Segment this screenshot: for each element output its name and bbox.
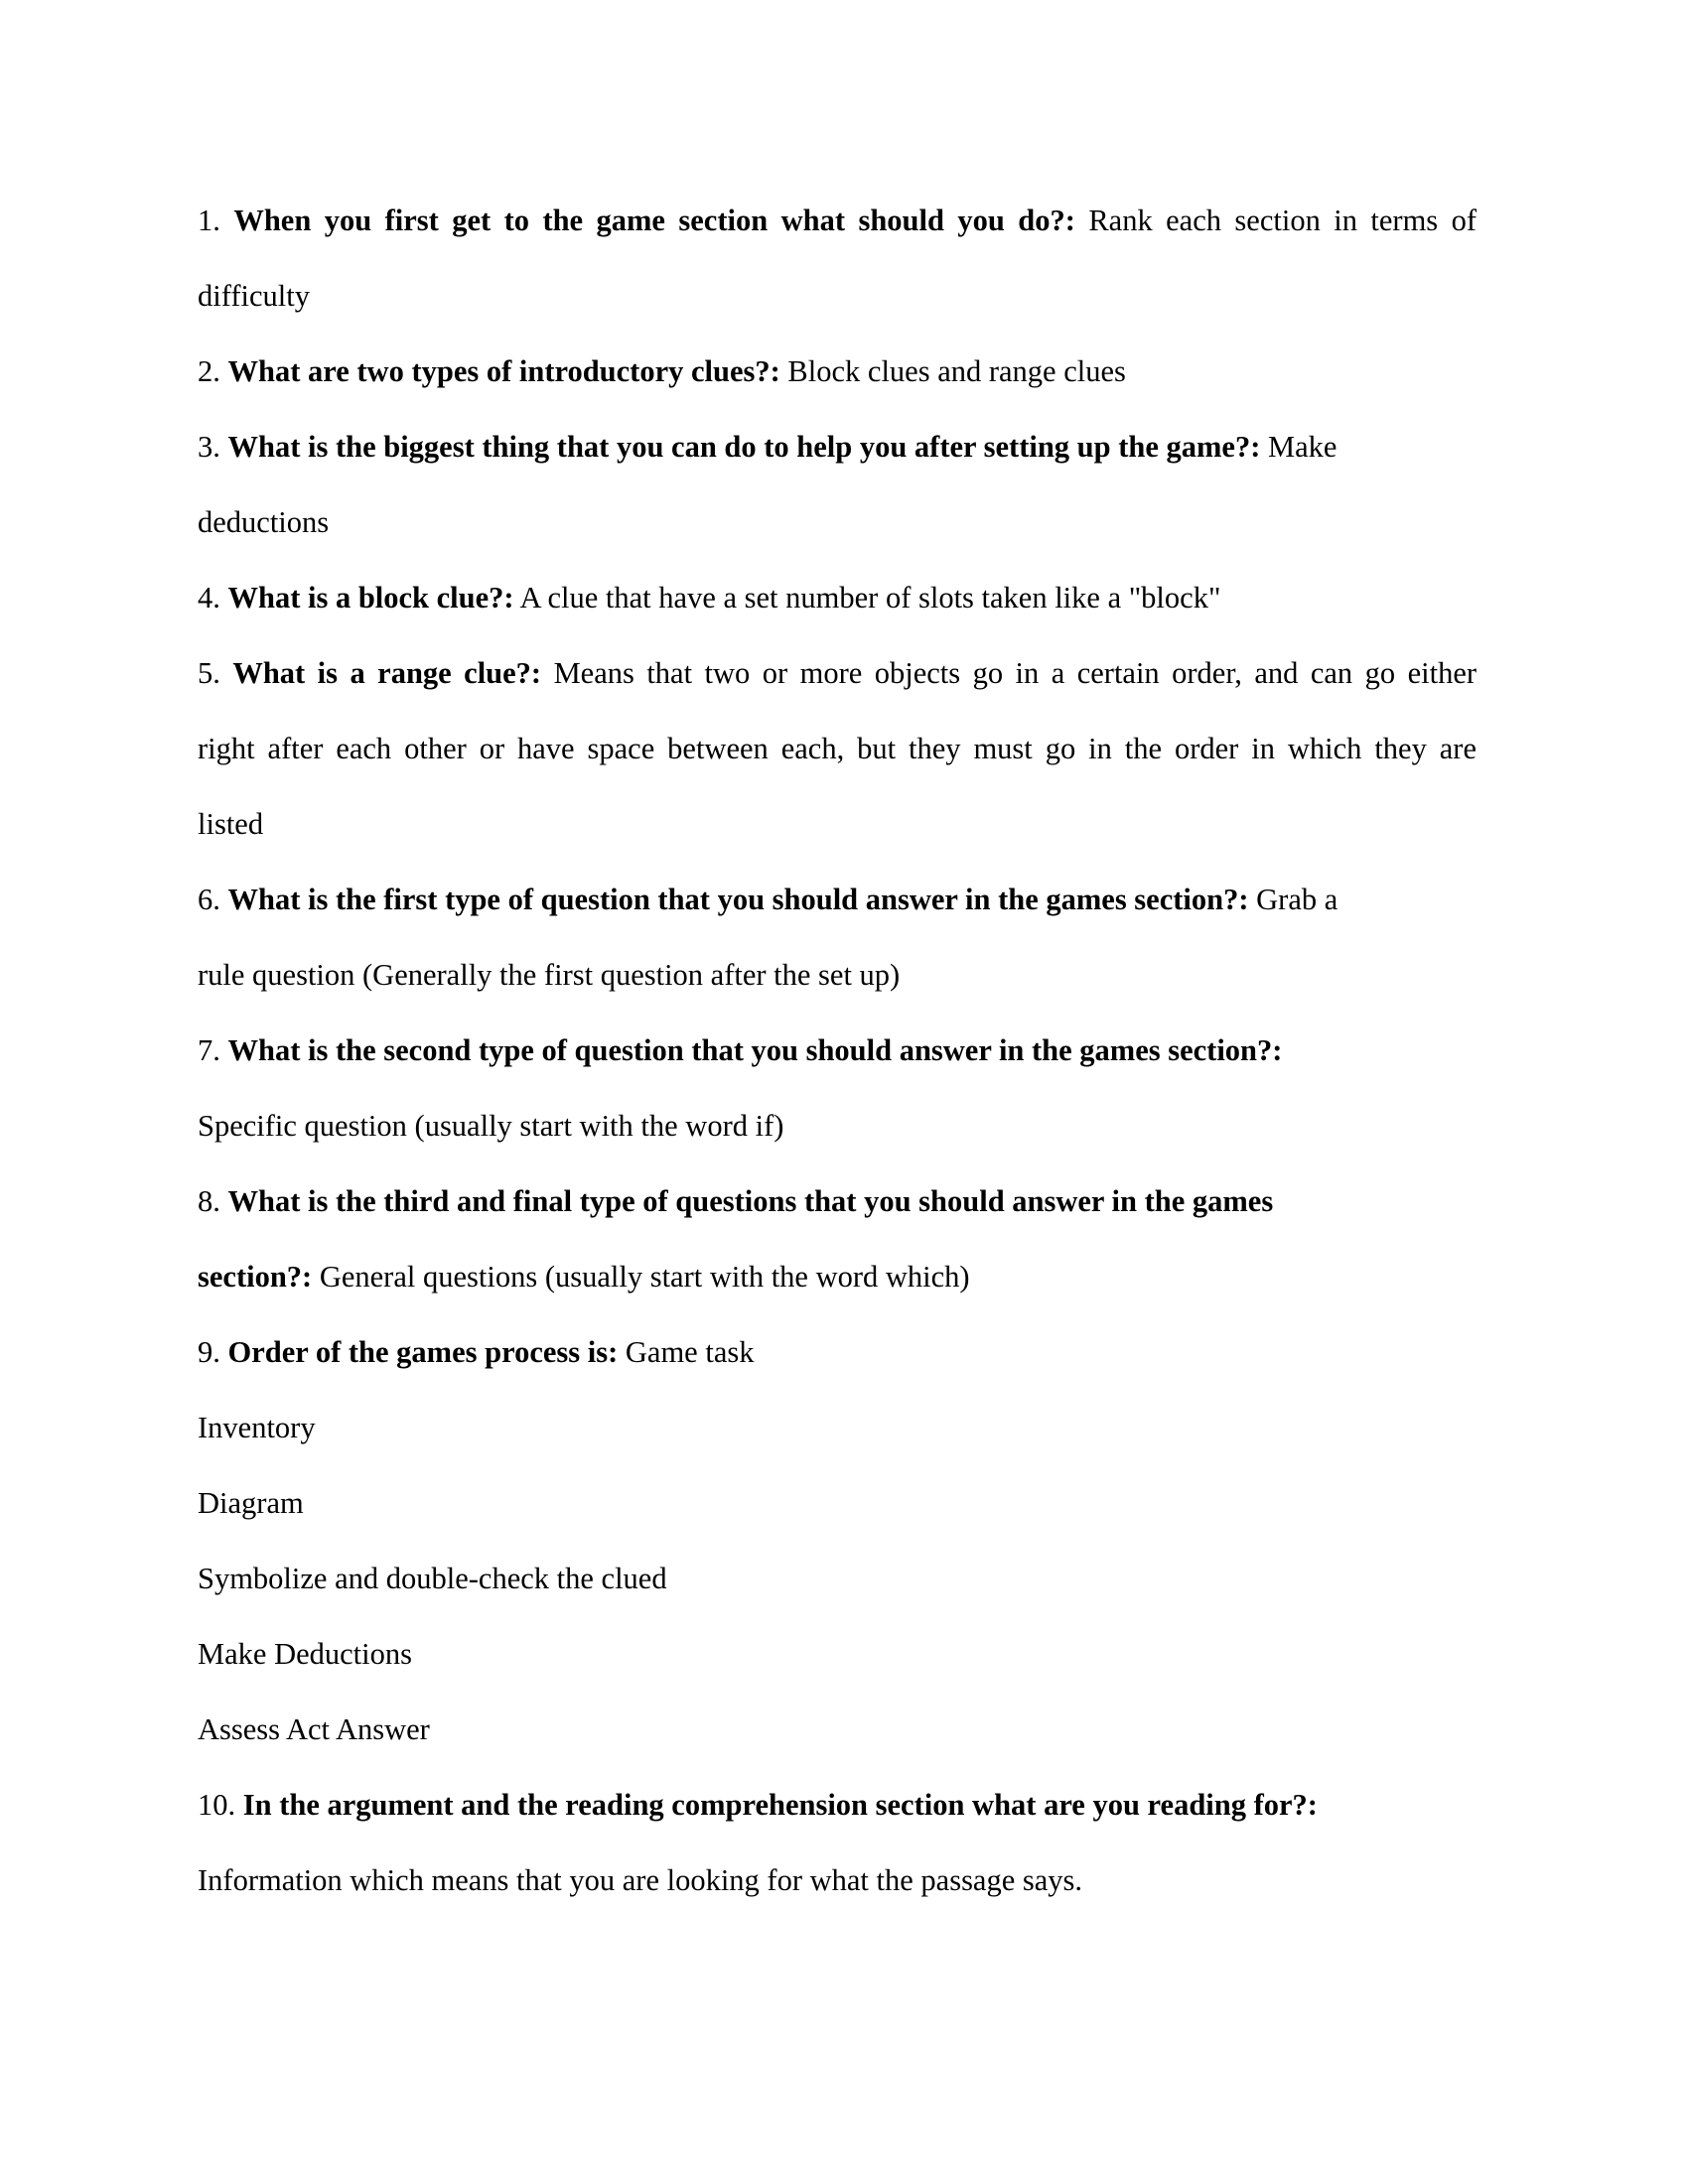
- item-question: What are two types of introductory clues?:: [227, 354, 780, 388]
- item-10-line-2: [198, 1860, 1488, 1900]
- process-step: Assess Act Answer: [198, 1712, 430, 1746]
- item-5-line-1: [198, 653, 1477, 693]
- item-number: 1.: [198, 204, 220, 237]
- item-4-line-1: [198, 578, 1488, 617]
- item-question: What is a range clue?:: [232, 656, 542, 690]
- item-number: 4.: [198, 581, 220, 614]
- process-step: Diagram: [198, 1486, 304, 1520]
- item-number: 8.: [198, 1184, 220, 1218]
- item-question: When you first get to the game section what should you do?:: [233, 204, 1075, 237]
- item-5-line-3: [198, 804, 1488, 844]
- item-answer: General questions (usually start with the word which): [319, 1260, 970, 1294]
- item-answer: A clue that have a set number of slots taken like a "block": [519, 581, 1221, 614]
- item-answer-continued: difficulty: [198, 279, 310, 313]
- item-question: What is the first type of question that you should answer in the games section?:: [227, 883, 1249, 916]
- item-answer: Make: [1267, 430, 1337, 464]
- process-step: Inventory: [198, 1411, 316, 1444]
- item-3-line-1: [198, 427, 1488, 467]
- item-7-line-1: [198, 1030, 1488, 1070]
- item-number: 5.: [198, 656, 220, 690]
- item-answer: Rank each section in terms of: [1088, 204, 1477, 237]
- item-6-line-2: [198, 955, 1488, 995]
- item-number: 6.: [198, 883, 220, 916]
- item-question: What is a block clue?:: [227, 581, 514, 614]
- item-question: What is the third and final type of questions that you should answer in the games: [227, 1184, 1274, 1218]
- item-answer: Means that two or more objects go in a certain order, and can go either: [553, 656, 1477, 690]
- item-7-line-2: [198, 1106, 1488, 1146]
- item-6-line-1: [198, 880, 1488, 919]
- item-8-line-1: [198, 1181, 1488, 1221]
- item-answer: Information which means that you are looking for what the passage says.: [198, 1863, 1083, 1897]
- item-number: 7.: [198, 1033, 220, 1067]
- item-question: Order of the games process is:: [227, 1335, 619, 1369]
- item-question-continued: section?:: [198, 1260, 313, 1294]
- item-number: 2.: [198, 354, 220, 388]
- item-answer-continued: deductions: [198, 505, 330, 539]
- item-answer: Grab a: [1256, 883, 1338, 916]
- item-2-line-1: [198, 351, 1488, 391]
- item-answer: Game task: [625, 1335, 755, 1369]
- item-question: What is the second type of question that you should answer in the games section?:: [227, 1033, 1283, 1067]
- item-answer-continued: listed: [198, 807, 264, 841]
- item-question: What is the biggest thing that you can do to help you after setting up the game?:: [227, 430, 1261, 464]
- item-answer-continued: rule question (Generally the first question after the set up): [198, 958, 901, 992]
- item-answer: Specific question (usually start with the word if): [198, 1109, 784, 1143]
- item-1-line-2: [198, 276, 1488, 316]
- item-5-line-2: [198, 729, 1477, 768]
- process-step: Symbolize and double-check the clued: [198, 1562, 667, 1595]
- item-8-line-2: [198, 1257, 1488, 1297]
- process-step: Make Deductions: [198, 1637, 412, 1671]
- item-number: 3.: [198, 430, 220, 464]
- item-answer-continued: right after each other or have space between each, but they must go in the order in which they are: [198, 732, 1477, 765]
- item-question: In the argument and the reading comprehension section what are you reading for?:: [242, 1788, 1318, 1822]
- item-number: 9.: [198, 1335, 220, 1369]
- item-9-line-1: [198, 1332, 1488, 1372]
- item-3-line-2: [198, 502, 1488, 542]
- item-number: 10.: [198, 1788, 236, 1822]
- item-1-line-1: [198, 201, 1477, 240]
- item-10-line-1: [198, 1785, 1488, 1825]
- item-answer: Block clues and range clues: [787, 354, 1126, 388]
